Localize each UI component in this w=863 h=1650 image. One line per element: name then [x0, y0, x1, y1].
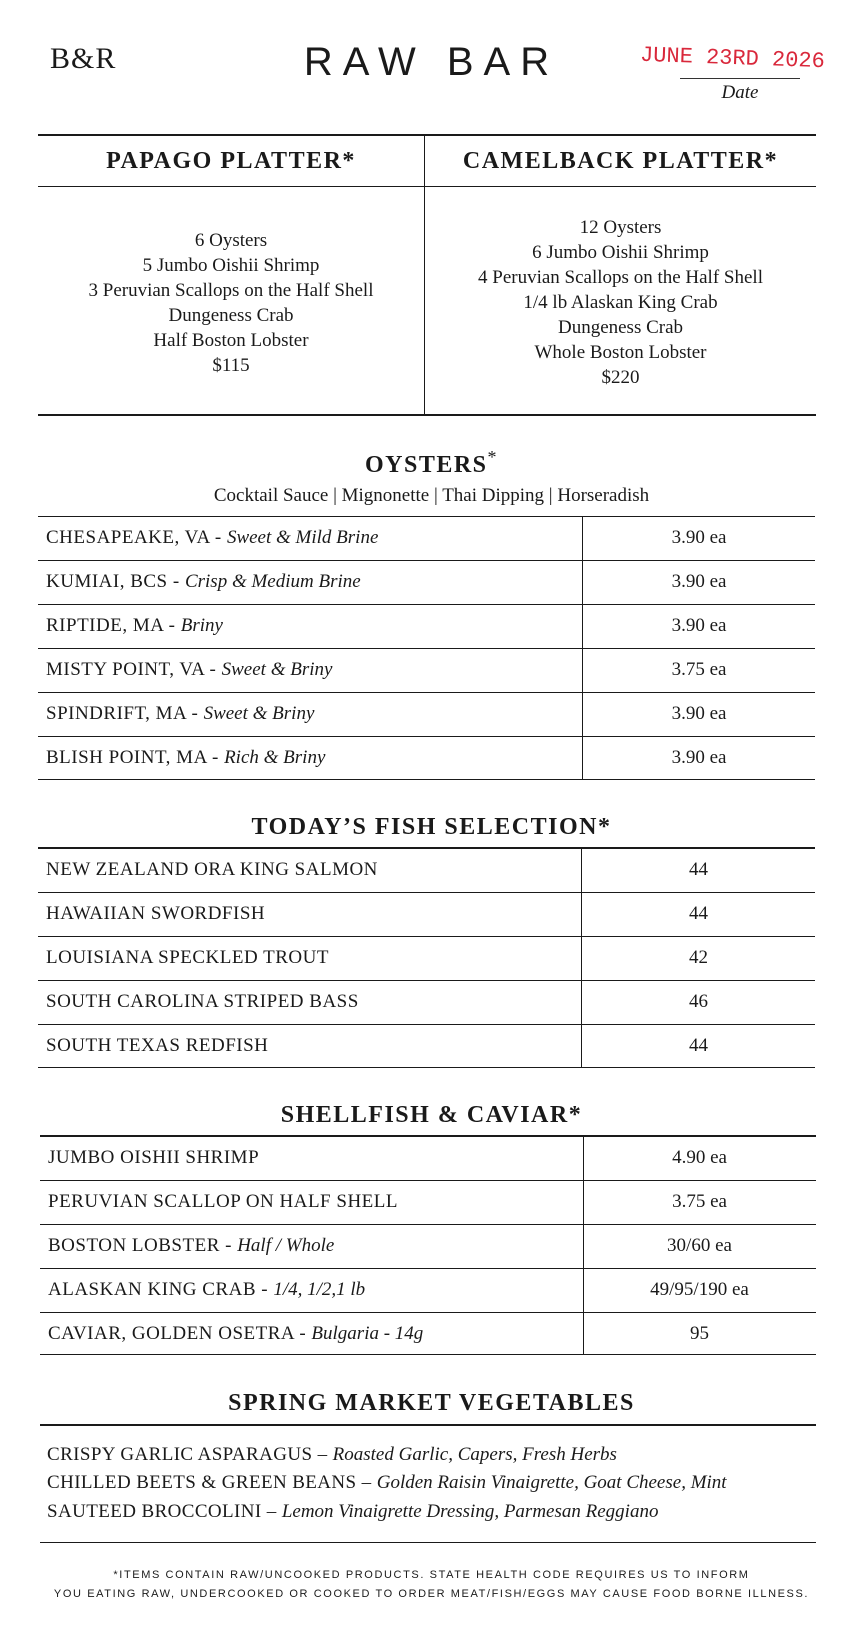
platter-item: Half Boston Lobster	[153, 330, 309, 351]
shellfish-row	[40, 1269, 816, 1312]
oyster-name	[46, 571, 361, 593]
fish-row	[38, 937, 815, 980]
vegetables-title: SPRING MARKET VEGETABLES	[228, 1390, 635, 1416]
page-title: RAW BAR	[303, 40, 560, 84]
oyster-price: 3.90 ea	[671, 527, 727, 548]
fish-price: 44	[689, 903, 708, 924]
fish-name: LOUISIANA SPECKLED TROUT	[46, 947, 329, 968]
oyster-price: 3.90 ea	[671, 747, 727, 768]
oyster-name	[46, 747, 325, 769]
oyster-name-text: KUMIAI, BCS -	[46, 571, 185, 592]
oysters-title-star: *	[487, 447, 499, 467]
vegetable-item	[47, 1501, 658, 1523]
platter-item: 12 Oysters	[579, 217, 662, 238]
fish-name: SOUTH TEXAS REDFISH	[46, 1035, 269, 1056]
fish-price: 42	[689, 947, 708, 968]
vegetables-rule	[40, 1424, 816, 1426]
shellfish-name-text: CAVIAR, GOLDEN OSETRA -	[48, 1323, 312, 1344]
fish-name: HAWAIIAN SWORDFISH	[46, 903, 266, 924]
shellfish-row	[40, 1181, 816, 1224]
oyster-name	[46, 615, 223, 637]
oyster-row	[38, 517, 815, 560]
shellfish-row	[40, 1137, 816, 1180]
platter-price: $220	[601, 367, 640, 388]
platter-item: 6 Jumbo Oishii Shrimp	[532, 242, 709, 263]
shellfish-option: Half / Whole	[237, 1235, 335, 1256]
fish-title: TODAY’S FISH SELECTION*	[251, 814, 612, 840]
logo: B&R	[50, 42, 117, 75]
oyster-tasting-note: Rich & Briny	[224, 747, 326, 768]
shellfish-name	[48, 1147, 259, 1169]
vegetable-description: Lemon Vinaigrette Dressing, Parmesan Reggiano	[281, 1501, 659, 1522]
fish-row	[38, 981, 815, 1024]
platter-price: $115	[212, 355, 250, 376]
shellfish-row	[40, 1225, 816, 1268]
oysters-bottom-rule	[38, 779, 815, 780]
oyster-name	[46, 527, 378, 549]
oyster-tasting-note: Sweet & Briny	[203, 703, 315, 724]
platter-item: Dungeness Crab	[168, 305, 294, 326]
shellfish-price: 30/60 ea	[667, 1235, 732, 1256]
fish-name: NEW ZEALAND ORA KING SALMON	[46, 859, 378, 880]
shellfish-price: 4.90 ea	[672, 1147, 727, 1168]
oyster-tasting-note: Briny	[180, 615, 223, 636]
oyster-name-text: CHESAPEAKE, VA -	[46, 527, 227, 548]
oyster-name-text: RIPTIDE, MA -	[46, 615, 181, 636]
disclaimer-line: YOU EATING RAW, UNDERCOOKED OR COOKED TO ORDER MEAT/FISH/EGGS MAY CAUSE FOOD BORNE ILLNESS.	[53, 1588, 810, 1600]
disclaimer-line: *ITEMS CONTAIN RAW/UNCOOKED PRODUCTS. STATE HEALTH CODE REQUIRES US TO INFORM	[113, 1569, 750, 1581]
shellfish-name-text: PERUVIAN SCALLOP ON HALF SHELL	[48, 1191, 398, 1212]
oyster-row	[38, 737, 815, 780]
fish-bottom-rule	[38, 1067, 815, 1068]
vegetable-item	[47, 1444, 617, 1466]
platter-item: 5 Jumbo Oishii Shrimp	[142, 255, 320, 276]
fish-row	[38, 1025, 815, 1068]
shellfish-row	[40, 1313, 816, 1356]
oyster-name-text: MISTY POINT, VA -	[46, 659, 222, 680]
oyster-name-text: BLISH POINT, MA -	[46, 747, 225, 768]
oyster-row	[38, 561, 815, 604]
shellfish-name	[48, 1191, 398, 1213]
oyster-row	[38, 605, 815, 648]
oyster-tasting-note: Crisp & Medium Brine	[184, 571, 361, 592]
shellfish-price: 49/95/190 ea	[650, 1279, 749, 1300]
fish-price: 46	[689, 991, 708, 1012]
platter-item: 6 Oysters	[194, 230, 268, 251]
oyster-tasting-note: Sweet & Mild Brine	[226, 527, 379, 548]
shellfish-option: Bulgaria - 14g	[311, 1323, 424, 1344]
shellfish-name-text: ALASKAN KING CRAB -	[48, 1279, 274, 1300]
shellfish-name-text: BOSTON LOBSTER -	[48, 1235, 238, 1256]
camelback-platter-items	[425, 215, 816, 390]
fish-name: SOUTH CAROLINA STRIPED BASS	[46, 991, 359, 1012]
fish-price: 44	[689, 859, 708, 880]
oyster-price: 3.75 ea	[671, 659, 727, 680]
shellfish-option: 1/4, 1/2,1 lb	[273, 1279, 366, 1300]
platter-top-rule	[38, 134, 816, 136]
vegetable-name: SAUTEED BROCCOLINI –	[47, 1501, 282, 1522]
platter-item: 4 Peruvian Scallops on the Half Shell	[478, 267, 763, 288]
oyster-name	[46, 659, 332, 681]
shellfish-name	[48, 1235, 334, 1257]
shellfish-name	[48, 1279, 365, 1301]
date-label: Date	[721, 82, 759, 103]
platter-item: 1/4 lb Alaskan King Crab	[523, 292, 718, 313]
oysters-title-text: OYSTERS	[364, 452, 488, 478]
papago-platter-title: PAPAGO PLATTER*	[106, 148, 356, 174]
oysters-sauces: Cocktail Sauce | Mignonette | Thai Dipping | Horseradish	[213, 485, 650, 506]
oysters-title	[0, 447, 863, 479]
shellfish-price: 95	[690, 1323, 709, 1344]
shellfish-bottom-rule	[40, 1354, 816, 1355]
date-underline	[680, 78, 800, 79]
date-stamp: JUNE 23RD 2026	[639, 42, 826, 75]
health-disclaimer	[0, 1566, 863, 1604]
vegetable-description: Roasted Garlic, Capers, Fresh Herbs	[332, 1444, 617, 1465]
shellfish-title: SHELLFISH & CAVIAR*	[280, 1102, 583, 1128]
fish-price: 44	[689, 1035, 708, 1056]
vegetable-name: CRISPY GARLIC ASPARAGUS –	[47, 1444, 333, 1465]
papago-platter-items	[38, 228, 424, 378]
oyster-row	[38, 693, 815, 736]
oyster-name	[46, 703, 314, 725]
oyster-name-text: SPINDRIFT, MA -	[46, 703, 204, 724]
vegetable-name: CHILLED BEETS & GREEN BEANS –	[47, 1472, 377, 1493]
vegetable-description: Golden Raisin Vinaigrette, Goat Cheese, Mint	[376, 1472, 727, 1493]
vegetables-bottom-rule	[40, 1542, 816, 1543]
shellfish-price: 3.75 ea	[672, 1191, 727, 1212]
oyster-price: 3.90 ea	[671, 571, 727, 592]
oyster-price: 3.90 ea	[671, 703, 727, 724]
platter-bottom-rule	[38, 414, 816, 416]
oyster-price: 3.90 ea	[671, 615, 727, 636]
vegetable-item	[47, 1472, 727, 1494]
camelback-platter-title: CAMELBACK PLATTER*	[462, 148, 779, 174]
shellfish-name	[48, 1323, 423, 1345]
oyster-tasting-note: Sweet & Briny	[221, 659, 333, 680]
platter-item: Whole Boston Lobster	[534, 342, 707, 363]
platter-head-rule	[38, 186, 816, 187]
fish-row	[38, 849, 815, 892]
platter-item: 3 Peruvian Scallops on the Half Shell	[88, 280, 374, 301]
shellfish-name-text: JUMBO OISHII SHRIMP	[48, 1147, 260, 1168]
fish-row	[38, 893, 815, 936]
platter-item: Dungeness Crab	[557, 317, 684, 338]
oyster-row	[38, 649, 815, 692]
